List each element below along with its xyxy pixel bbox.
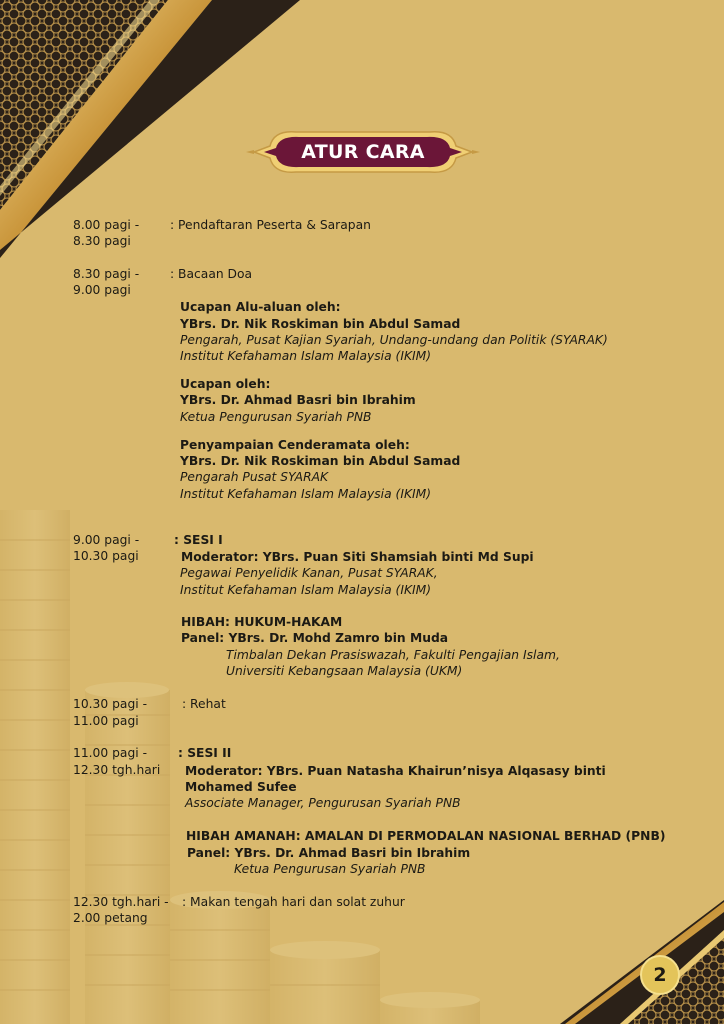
session-5-start-time: 11.00 pagi - bbox=[73, 746, 148, 760]
session-2-item: : Bacaan Doa bbox=[170, 267, 253, 281]
welcome-speaker-name: YBrs. Dr. Nik Roskiman bin Abdul Samad bbox=[180, 317, 461, 331]
session-3-moderator-org: Institut Kefahaman Islam Malaysia (IKIM) bbox=[180, 583, 432, 597]
page-number: 2 bbox=[653, 964, 667, 986]
session-4-start-time: 10.30 pagi - bbox=[73, 697, 148, 711]
souvenir-presenter-name: YBrs. Dr. Nik Roskiman bin Abdul Samad bbox=[180, 454, 461, 468]
session-3-panel-org: Universiti Kebangsaan Malaysia (UKM) bbox=[226, 664, 463, 678]
session-6-start-time: 12.30 tgh.hari - bbox=[73, 895, 169, 909]
session-2-start-time: 8.30 pagi - bbox=[73, 267, 140, 281]
session-3-panel: Panel: YBrs. Dr. Mohd Zamro bin Muda bbox=[181, 631, 449, 645]
session-6-item: : Makan tengah hari dan solat zuhur bbox=[182, 895, 405, 909]
souvenir-heading: Penyampaian Cenderamata oleh: bbox=[180, 438, 410, 452]
session-5-item: : SESI II bbox=[178, 746, 232, 760]
session-5-end-time: 12.30 tgh.hari bbox=[73, 763, 161, 777]
session-4-end-time: 11.00 pagi bbox=[73, 714, 139, 728]
session-3-start-time: 9.00 pagi - bbox=[73, 533, 140, 547]
session-3-panel-role: Timbalan Dekan Prasiswazah, Fakulti Pengajian Islam, bbox=[226, 648, 560, 662]
session-1-end-time: 8.30 pagi bbox=[73, 234, 131, 248]
session-5-panel: Panel: YBrs. Dr. Ahmad Basri bin Ibrahim bbox=[187, 846, 471, 860]
souvenir-presenter-org: Institut Kefahaman Islam Malaysia (IKIM) bbox=[180, 487, 432, 501]
speech-speaker-name: YBrs. Dr. Ahmad Basri bin Ibrahim bbox=[180, 393, 416, 407]
welcome-speaker-role: Pengarah, Pusat Kajian Syariah, Undang-undang dan Politik (SYARAK) bbox=[180, 333, 608, 347]
session-5-topic: HIBAH AMANAH: AMALAN DI PERMODALAN NASIONAL BERHAD (PNB) bbox=[186, 829, 666, 843]
session-6-end-time: 2.00 petang bbox=[73, 911, 148, 925]
session-2-end-time: 9.00 pagi bbox=[73, 283, 131, 297]
session-1-start-time: 8.00 pagi - bbox=[73, 218, 140, 232]
session-3-moderator-role: Pegawai Penyelidik Kanan, Pusat SYARAK, bbox=[180, 566, 438, 580]
session-5-panel-role: Ketua Pengurusan Syariah PNB bbox=[234, 862, 426, 876]
speech-speaker-role: Ketua Pengurusan Syariah PNB bbox=[180, 410, 372, 424]
session-1-item: : Pendaftaran Peserta & Sarapan bbox=[170, 218, 371, 232]
souvenir-presenter-role: Pengarah Pusat SYARAK bbox=[180, 470, 329, 484]
speech-heading: Ucapan oleh: bbox=[180, 377, 271, 391]
welcome-speaker-org: Institut Kefahaman Islam Malaysia (IKIM) bbox=[180, 349, 432, 363]
session-4-item: : Rehat bbox=[182, 697, 226, 711]
session-5-moderator-role: Associate Manager, Pengurusan Syariah PNB bbox=[185, 796, 461, 810]
session-3-moderator: Moderator: YBrs. Puan Siti Shamsiah binti Md Supi bbox=[181, 550, 534, 564]
page-title: ATUR CARA bbox=[301, 141, 425, 163]
session-3-end-time: 10.30 pagi bbox=[73, 549, 139, 563]
session-5-moderator-cont: Mohamed Sufee bbox=[185, 780, 297, 794]
session-5-moderator: Moderator: YBrs. Puan Natasha Khairun’nisya Alqasasy binti bbox=[185, 764, 606, 778]
session-3-item: : SESI I bbox=[174, 533, 223, 547]
welcome-speech-heading: Ucapan Alu-aluan oleh: bbox=[180, 300, 341, 314]
session-3-topic: HIBAH: HUKUM-HAKAM bbox=[181, 615, 343, 629]
